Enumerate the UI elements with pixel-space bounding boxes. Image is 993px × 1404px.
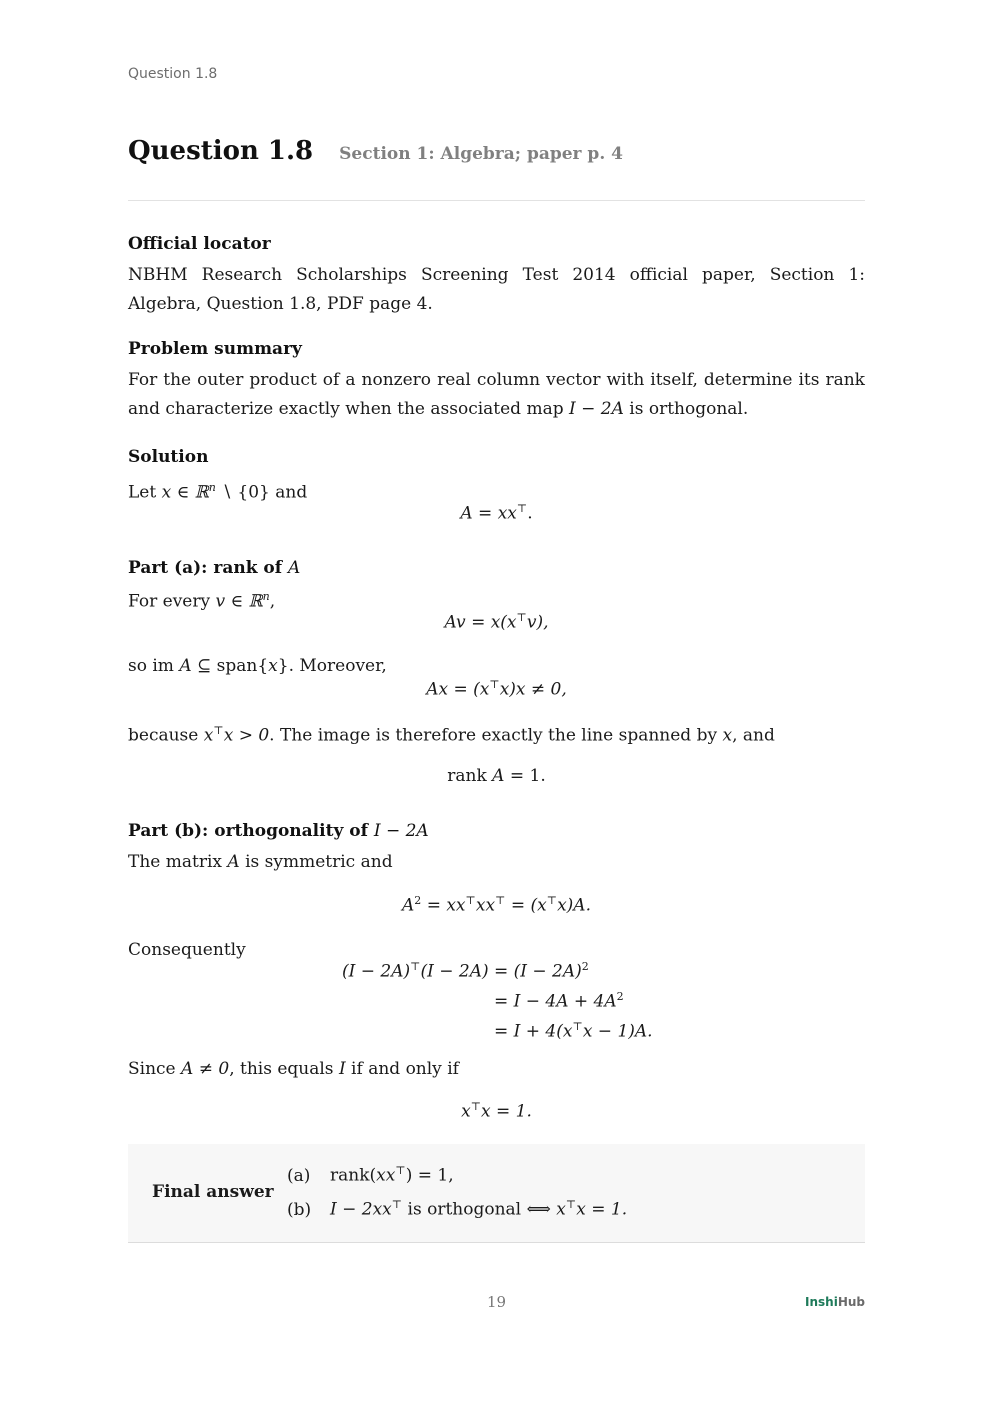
math: xx xyxy=(475,895,496,916)
math: A xyxy=(492,766,505,786)
official-locator-heading: Official locator xyxy=(128,234,271,254)
math: x = 1. xyxy=(576,1199,628,1220)
math: ) = 1, xyxy=(405,1165,454,1186)
math: v), xyxy=(526,612,549,633)
align-row-2 xyxy=(494,990,624,1012)
text: , and xyxy=(732,725,775,746)
text: Since xyxy=(128,1059,182,1079)
item-tag: (b) xyxy=(287,1199,312,1220)
text: . The image is therefore exactly the line spanned by xyxy=(269,725,723,746)
math: Av = x(x xyxy=(444,612,517,633)
solution-heading: Solution xyxy=(128,447,209,467)
final-answer-a xyxy=(287,1164,454,1186)
math: (I − 2A) xyxy=(342,961,411,982)
text: The matrix xyxy=(128,852,228,872)
math: x − 1)A. xyxy=(582,1021,653,1042)
text: because xyxy=(128,725,204,746)
math: I − 2xx xyxy=(330,1199,392,1220)
title-row xyxy=(128,136,623,166)
page-title: Question 1.8 xyxy=(128,136,314,166)
math: A = xx xyxy=(460,503,517,524)
math-sup: ⊤ xyxy=(516,502,528,515)
for-every-line xyxy=(128,590,275,612)
equation-definition xyxy=(128,502,865,524)
math: x)A. xyxy=(557,895,591,916)
math-sup: 2 xyxy=(616,990,624,1003)
page-number: 19 xyxy=(486,1293,507,1311)
summary-text-part: For the outer product of a nonzero real column vector with itself, determine its rank and characterize exactly when the associated map xyxy=(128,370,865,419)
math: . xyxy=(527,503,533,524)
math: xx xyxy=(376,1165,396,1186)
part-b-heading xyxy=(128,821,429,841)
official-locator-text: NBHM Research Scholarships Screening Test 2014 official paper, Section 1: Algebra, Question 1.8, PDF page 4. xyxy=(128,265,865,314)
math: = 1. xyxy=(504,766,546,786)
summary-math: I − 2A xyxy=(569,399,624,419)
math: x ∈ ℝ xyxy=(161,482,209,503)
align-lhs xyxy=(342,960,489,982)
math: A ≠ 0 xyxy=(181,1059,230,1079)
math: = I − 4A + 4A xyxy=(494,991,617,1012)
math: rank xyxy=(447,766,493,786)
math: x xyxy=(203,725,214,746)
math-sup: n xyxy=(262,590,270,603)
page-subtitle: Section 1: Algebra; paper p. 4 xyxy=(339,144,623,164)
align-row-1 xyxy=(494,960,589,982)
math-sup: ⊤ xyxy=(572,1020,583,1033)
because-line xyxy=(128,724,775,746)
math-sup: ⊤ xyxy=(465,894,476,907)
text: , this equals xyxy=(229,1059,339,1079)
math: = xx xyxy=(421,895,466,916)
text: is orthogonal xyxy=(402,1199,527,1220)
math: x)x ≠ 0, xyxy=(499,679,567,700)
part-a-heading xyxy=(128,558,300,578)
brand-logo xyxy=(805,1295,865,1309)
heading-math: I − 2A xyxy=(373,821,429,841)
math: = I + 4(x xyxy=(494,1021,573,1042)
math-sup: 2 xyxy=(581,960,589,973)
math: Ax = (x xyxy=(426,679,490,700)
math: I xyxy=(338,1059,346,1079)
heading-text: Part (b): orthogonality of xyxy=(128,821,374,841)
math: = (x xyxy=(505,895,547,916)
math: x xyxy=(461,1101,471,1122)
final-answer-label: Final answer xyxy=(152,1182,274,1202)
problem-summary-heading: Problem summary xyxy=(128,339,302,359)
math: rank( xyxy=(330,1165,377,1186)
brand-part: Hub xyxy=(837,1295,865,1309)
title-divider xyxy=(128,200,865,201)
text: For every xyxy=(128,591,216,612)
math: A xyxy=(179,656,192,676)
math-sup: ⊤ xyxy=(470,1100,482,1113)
math-sup: 2 xyxy=(414,894,422,907)
math: x xyxy=(550,1199,566,1220)
math-sup: ⊤ xyxy=(410,960,421,973)
equation-av xyxy=(128,611,865,633)
running-head: Question 1.8 xyxy=(128,66,218,82)
equation-rank xyxy=(128,766,865,786)
matrix-symmetric-line xyxy=(128,852,393,872)
text: if and only if xyxy=(345,1059,459,1079)
math-sup: ⊤ xyxy=(546,894,558,907)
text: ⊆ span{ xyxy=(191,656,269,676)
text: and xyxy=(269,482,308,503)
text: so im xyxy=(128,656,180,676)
since-line xyxy=(128,1059,459,1079)
heading-math: A xyxy=(287,558,301,578)
iff-symbol: ⟺ xyxy=(526,1199,551,1220)
math-sup: ⊤ xyxy=(495,894,506,907)
math: ∖ {0} xyxy=(215,482,270,503)
document-page xyxy=(128,0,865,1404)
solution-let-line xyxy=(128,481,307,503)
math: A xyxy=(227,852,240,872)
item-tag: (a) xyxy=(287,1165,311,1186)
heading-text: Part (a): rank of xyxy=(128,558,288,578)
math-sup: ⊤ xyxy=(516,611,527,624)
equation-ax xyxy=(128,678,865,700)
math: A xyxy=(402,895,415,916)
final-answer-b xyxy=(287,1198,627,1220)
math-sup: ⊤ xyxy=(395,1164,406,1177)
math-sup: ⊤ xyxy=(565,1198,577,1211)
brand-part: Inshi xyxy=(805,1295,838,1309)
math-sup: ⊤ xyxy=(213,724,224,737)
text: }. Moreover, xyxy=(277,656,387,676)
final-answer-box xyxy=(128,1144,865,1243)
math-sup: ⊤ xyxy=(391,1198,403,1211)
equation-a-squared xyxy=(128,894,865,916)
text: , xyxy=(269,591,276,612)
problem-summary-text xyxy=(128,366,865,424)
summary-text-part: is orthogonal. xyxy=(623,399,749,419)
math: (I − 2A) xyxy=(420,961,489,982)
consequently-text: Consequently xyxy=(128,940,246,960)
text: Let xyxy=(128,482,162,503)
align-row-3 xyxy=(494,1020,653,1042)
math-sup: ⊤ xyxy=(489,678,500,691)
math: x = 1. xyxy=(481,1101,532,1122)
so-image-line xyxy=(128,656,387,676)
text: is symmetric and xyxy=(239,852,393,872)
math: x xyxy=(722,725,733,746)
math-sup: n xyxy=(208,481,216,494)
math: x xyxy=(268,656,278,676)
math: = (I − 2A) xyxy=(494,961,582,982)
math: x > 0 xyxy=(223,725,270,746)
math: v ∈ ℝ xyxy=(215,591,263,612)
equation-condition xyxy=(128,1100,865,1122)
